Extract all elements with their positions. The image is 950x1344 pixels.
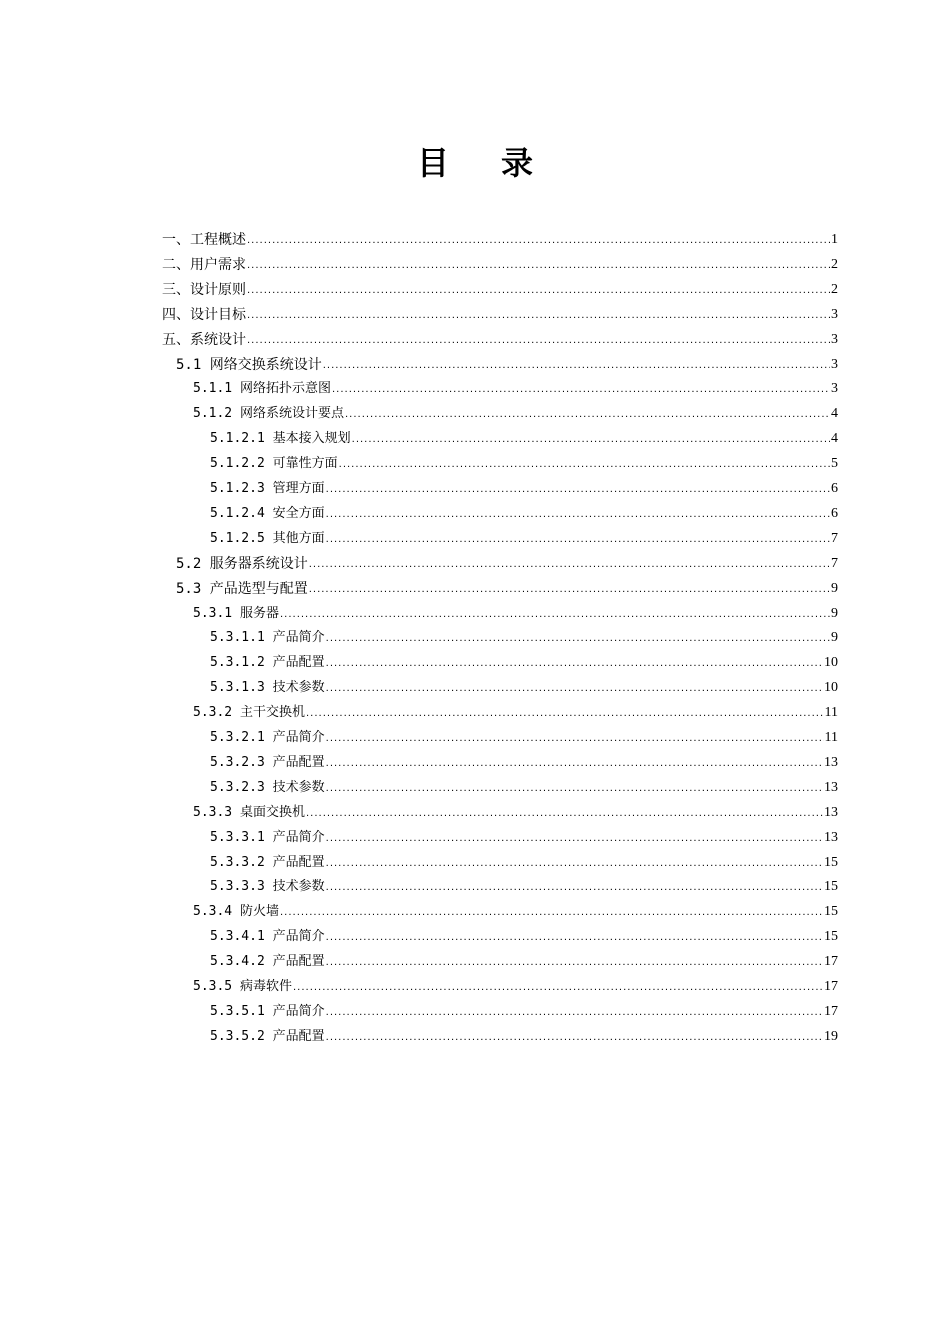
toc-entry-label — [176, 580, 308, 598]
dot-leader — [247, 260, 830, 274]
toc-entry-title: 设计原则 — [190, 281, 246, 298]
toc-entry-label — [162, 256, 246, 274]
toc-entry[interactable] — [162, 274, 838, 299]
toc-entry-title: 系统设计 — [190, 331, 246, 348]
toc-entry[interactable] — [162, 324, 838, 349]
toc-entry[interactable] — [210, 921, 838, 946]
toc-entry-page: 11 — [824, 730, 838, 745]
toc-entry[interactable] — [162, 224, 838, 249]
toc-entry-number: 5.1.2 — [193, 406, 240, 422]
toc-entry-title: 其他方面 — [272, 530, 325, 546]
toc-entry[interactable] — [210, 946, 838, 971]
toc-entry-title: 网络交换系统设计 — [209, 356, 322, 373]
toc-entry[interactable] — [210, 423, 838, 448]
toc-entry-number: 5.3.1.1 — [210, 630, 273, 646]
toc-entry-page: 9 — [831, 630, 838, 646]
toc-entry-title: 可靠性方面 — [272, 456, 338, 472]
toc-entry[interactable] — [210, 647, 838, 672]
toc-entry-title: 产品简介 — [272, 829, 325, 845]
toc-entry[interactable] — [210, 622, 838, 647]
toc-entry-page: 3 — [831, 331, 838, 347]
toc-entry-label — [176, 356, 322, 374]
dot-leader — [326, 484, 830, 498]
toc-entry-page: 17 — [824, 1003, 838, 1019]
toc-entry-number: 5.1.2.1 — [210, 431, 273, 447]
toc-entry-number: 5.3.2.3 — [210, 779, 273, 795]
toc-entry-title: 产品简介 — [272, 630, 325, 646]
toc-entry[interactable] — [193, 896, 838, 921]
toc-entry-label — [210, 505, 325, 523]
toc-entry-label — [176, 555, 308, 573]
toc-entry-number: 5.1.2.4 — [210, 505, 273, 521]
toc-entry-page: 4 — [831, 431, 838, 447]
toc-entry-label — [210, 654, 325, 672]
toc-entry[interactable] — [210, 448, 838, 473]
toc-entry-title: 产品简介 — [272, 1003, 325, 1019]
dot-leader — [326, 758, 823, 772]
toc-entry-label — [193, 903, 279, 921]
dot-leader — [306, 808, 823, 822]
toc-entry-label — [210, 754, 325, 772]
toc-entry-page: 15 — [824, 879, 838, 895]
toc-entry-label — [210, 953, 325, 971]
toc-entry-label — [193, 978, 292, 996]
toc-entry-number: 5.3.3.3 — [210, 879, 273, 895]
toc-entry[interactable] — [210, 1021, 838, 1046]
toc-entry-number: 三、 — [162, 281, 190, 298]
dot-leader — [326, 733, 824, 747]
dot-leader — [323, 360, 830, 374]
toc-entry-title: 桌面交换机 — [239, 804, 305, 820]
toc-entry-label — [210, 829, 325, 847]
toc-entry-number: 5.3.4.2 — [210, 954, 273, 970]
toc-entry-label — [210, 629, 325, 647]
toc-entry-number: 5.1.2.2 — [210, 456, 273, 472]
toc-entry-number: 5.3.3 — [193, 804, 240, 820]
page-title — [0, 138, 950, 184]
dot-leader — [309, 559, 830, 573]
toc-entry-title: 病毒软件 — [239, 979, 292, 994]
toc-entry-page: 3 — [831, 306, 838, 322]
toc-entry-title: 技术参数 — [272, 680, 325, 696]
toc-entry-title: 网络系统设计要点 — [239, 406, 344, 422]
dot-leader — [326, 783, 823, 797]
toc-entry[interactable] — [162, 249, 838, 274]
dot-leader — [306, 708, 824, 722]
toc-entry-title: 技术参数 — [272, 779, 325, 795]
toc-entry-number: 5.3.5.1 — [210, 1003, 273, 1019]
toc-entry-page: 11 — [824, 705, 838, 721]
toc-entry-page: 15 — [824, 904, 838, 920]
toc-entry[interactable] — [176, 349, 838, 374]
toc-entry-page: 9 — [831, 580, 838, 596]
dot-leader — [326, 1032, 823, 1046]
toc-entry-number: 5.3.2.1 — [210, 730, 273, 745]
toc-entry-title: 产品选型与配置 — [209, 580, 308, 597]
toc-entry-page: 13 — [824, 829, 838, 845]
toc-entry-number: 5.3.5 — [193, 979, 240, 994]
toc-entry-label — [162, 281, 246, 299]
toc-entry-title: 基本接入规划 — [272, 431, 351, 447]
toc-entry-page: 10 — [824, 680, 838, 696]
dot-leader — [332, 384, 830, 398]
toc-entry[interactable] — [193, 398, 838, 423]
title-char-2: 录 — [501, 144, 534, 182]
toc-entry[interactable] — [193, 971, 838, 996]
dot-leader — [326, 833, 823, 847]
toc-entry-number: 5.1.1 — [193, 381, 240, 397]
toc-entry[interactable] — [176, 573, 838, 598]
toc-entry-label — [210, 480, 325, 498]
toc-entry-label — [162, 231, 246, 249]
toc-entry[interactable] — [210, 473, 838, 498]
toc-entry-page: 4 — [831, 406, 838, 422]
dot-leader — [326, 509, 830, 523]
toc-entry-page: 5 — [831, 456, 838, 472]
toc-entry-title: 服务器 — [239, 605, 279, 621]
dot-leader — [247, 285, 830, 299]
toc-entry-number: 5.3.4 — [193, 904, 240, 920]
dot-leader — [247, 235, 830, 249]
toc-entry-number: 5.2 — [176, 555, 210, 572]
dot-leader — [280, 907, 823, 921]
toc-entry[interactable] — [176, 548, 838, 573]
toc-entry-label — [210, 455, 338, 473]
toc-entry-label — [210, 928, 325, 946]
toc-entry-page: 3 — [831, 381, 838, 397]
toc-entry-title: 网络拓扑示意图 — [239, 381, 331, 397]
toc-entry-label — [193, 380, 331, 398]
dot-leader — [326, 932, 823, 946]
toc-entry-page: 2 — [831, 256, 838, 272]
toc-entry-number: 5.1.2.5 — [210, 530, 273, 546]
toc-entry-number: 5.3.2 — [193, 705, 240, 721]
toc-entry-title: 产品简介 — [272, 730, 325, 745]
toc-entry-number: 5.3.1.3 — [210, 680, 273, 696]
dot-leader — [326, 957, 823, 971]
dot-leader — [352, 434, 830, 448]
toc-entry-number: 一、 — [162, 232, 190, 248]
toc-entry-label — [193, 405, 344, 423]
toc-entry-page: 19 — [824, 1028, 838, 1044]
title-char-1: 目 — [416, 144, 449, 182]
dot-leader — [280, 609, 830, 623]
toc-entry-label — [210, 530, 325, 548]
toc-entry[interactable] — [193, 373, 838, 398]
toc-entry[interactable] — [210, 772, 838, 797]
dot-leader — [345, 409, 830, 423]
toc-entry[interactable] — [210, 722, 838, 747]
toc-entry-title: 工程概述 — [190, 232, 246, 248]
toc-entry-title: 产品配置 — [272, 954, 325, 970]
toc-entry-page: 7 — [831, 530, 838, 546]
toc-entry-number: 5.1.2.3 — [210, 481, 273, 496]
toc-entry-title: 主干交换机 — [239, 705, 305, 721]
toc-entry[interactable] — [193, 598, 838, 623]
dot-leader — [326, 534, 830, 548]
toc-entry-label — [193, 605, 279, 623]
toc-entry-label — [210, 679, 325, 697]
dot-leader — [247, 310, 830, 324]
toc-entry-number: 5.3.4.1 — [210, 929, 273, 945]
toc-entry[interactable] — [193, 697, 838, 722]
toc-entry[interactable] — [210, 747, 838, 772]
toc-entry-page: 13 — [824, 779, 838, 795]
toc-entry-page: 15 — [824, 854, 838, 870]
toc-entry-title: 产品配置 — [272, 754, 325, 770]
toc-entry-page: 13 — [824, 754, 838, 770]
toc-entry-page: 6 — [831, 505, 838, 521]
toc-entry-page: 17 — [824, 954, 838, 970]
toc-entry-label — [210, 1028, 325, 1046]
toc-entry-page: 17 — [824, 979, 838, 994]
toc-entry-title: 安全方面 — [272, 505, 325, 521]
toc-entry-number: 5.3.5.2 — [210, 1028, 273, 1044]
toc-entry-title: 技术参数 — [272, 879, 325, 895]
toc-entry-number: 5.3.3.2 — [210, 854, 273, 870]
toc-entry-page: 15 — [824, 929, 838, 945]
toc-entry-label — [193, 804, 305, 822]
toc-entry-title: 设计目标 — [190, 306, 246, 323]
toc-entry-label — [210, 854, 325, 872]
toc-entry-page: 3 — [831, 356, 838, 372]
dot-leader — [326, 1007, 823, 1021]
toc-entry-label — [162, 306, 246, 324]
toc-entry-title: 服务器系统设计 — [209, 555, 308, 572]
toc-entry-label — [210, 729, 325, 747]
dot-leader — [326, 858, 823, 872]
toc-entry-page: 9 — [831, 605, 838, 621]
toc-entry-label — [210, 779, 325, 797]
dot-leader — [339, 459, 830, 473]
toc-entry[interactable] — [193, 797, 838, 822]
toc-entry-title: 产品配置 — [272, 854, 325, 870]
toc-entry-label — [210, 1003, 325, 1021]
toc-entry-label — [162, 331, 246, 349]
toc-entry-number: 5.3.3.1 — [210, 829, 273, 845]
toc-entry-title: 用户需求 — [190, 256, 246, 273]
toc-entry-number: 二、 — [162, 256, 190, 273]
toc-entry-title: 产品配置 — [272, 1028, 325, 1044]
toc-entry-page: 10 — [824, 655, 838, 671]
toc-entry-label — [193, 704, 305, 722]
toc-entry-page: 7 — [831, 555, 838, 571]
toc-entry-number: 四、 — [162, 306, 190, 323]
toc-entry-number: 五、 — [162, 331, 190, 348]
toc-entry[interactable] — [210, 822, 838, 847]
toc-entry[interactable] — [210, 672, 838, 697]
dot-leader — [247, 335, 830, 349]
toc-entry[interactable] — [210, 847, 838, 872]
toc-entry-label — [210, 878, 325, 896]
toc-entry-title: 管理方面 — [272, 481, 325, 496]
dot-leader — [326, 882, 823, 896]
toc-entry[interactable] — [210, 996, 838, 1021]
toc-entry-page: 1 — [831, 232, 838, 247]
dot-leader — [326, 683, 823, 697]
toc-entry[interactable] — [210, 871, 838, 896]
toc-entry-title: 产品简介 — [272, 929, 325, 945]
toc-entry-page: 13 — [824, 804, 838, 820]
dot-leader — [293, 982, 823, 996]
toc-entry-number: 5.3.1 — [193, 605, 240, 621]
toc-entry-page: 6 — [831, 481, 838, 496]
dot-leader — [326, 633, 830, 647]
toc-entry-title: 防火墙 — [239, 904, 279, 920]
toc-entry-label — [210, 430, 351, 448]
dot-leader — [309, 584, 830, 598]
toc-entry-number: 5.3.1.2 — [210, 655, 273, 671]
toc-entry[interactable] — [210, 498, 838, 523]
toc-entry-number: 5.1 — [176, 356, 210, 373]
toc-entry[interactable] — [210, 523, 838, 548]
toc-entry-number: 5.3 — [176, 580, 210, 597]
toc-entry-page: 2 — [831, 281, 838, 297]
toc-entry-number: 5.3.2.3 — [210, 754, 273, 770]
toc-entry-title: 产品配置 — [272, 655, 325, 671]
toc-entry[interactable] — [162, 299, 838, 324]
dot-leader — [326, 658, 823, 672]
